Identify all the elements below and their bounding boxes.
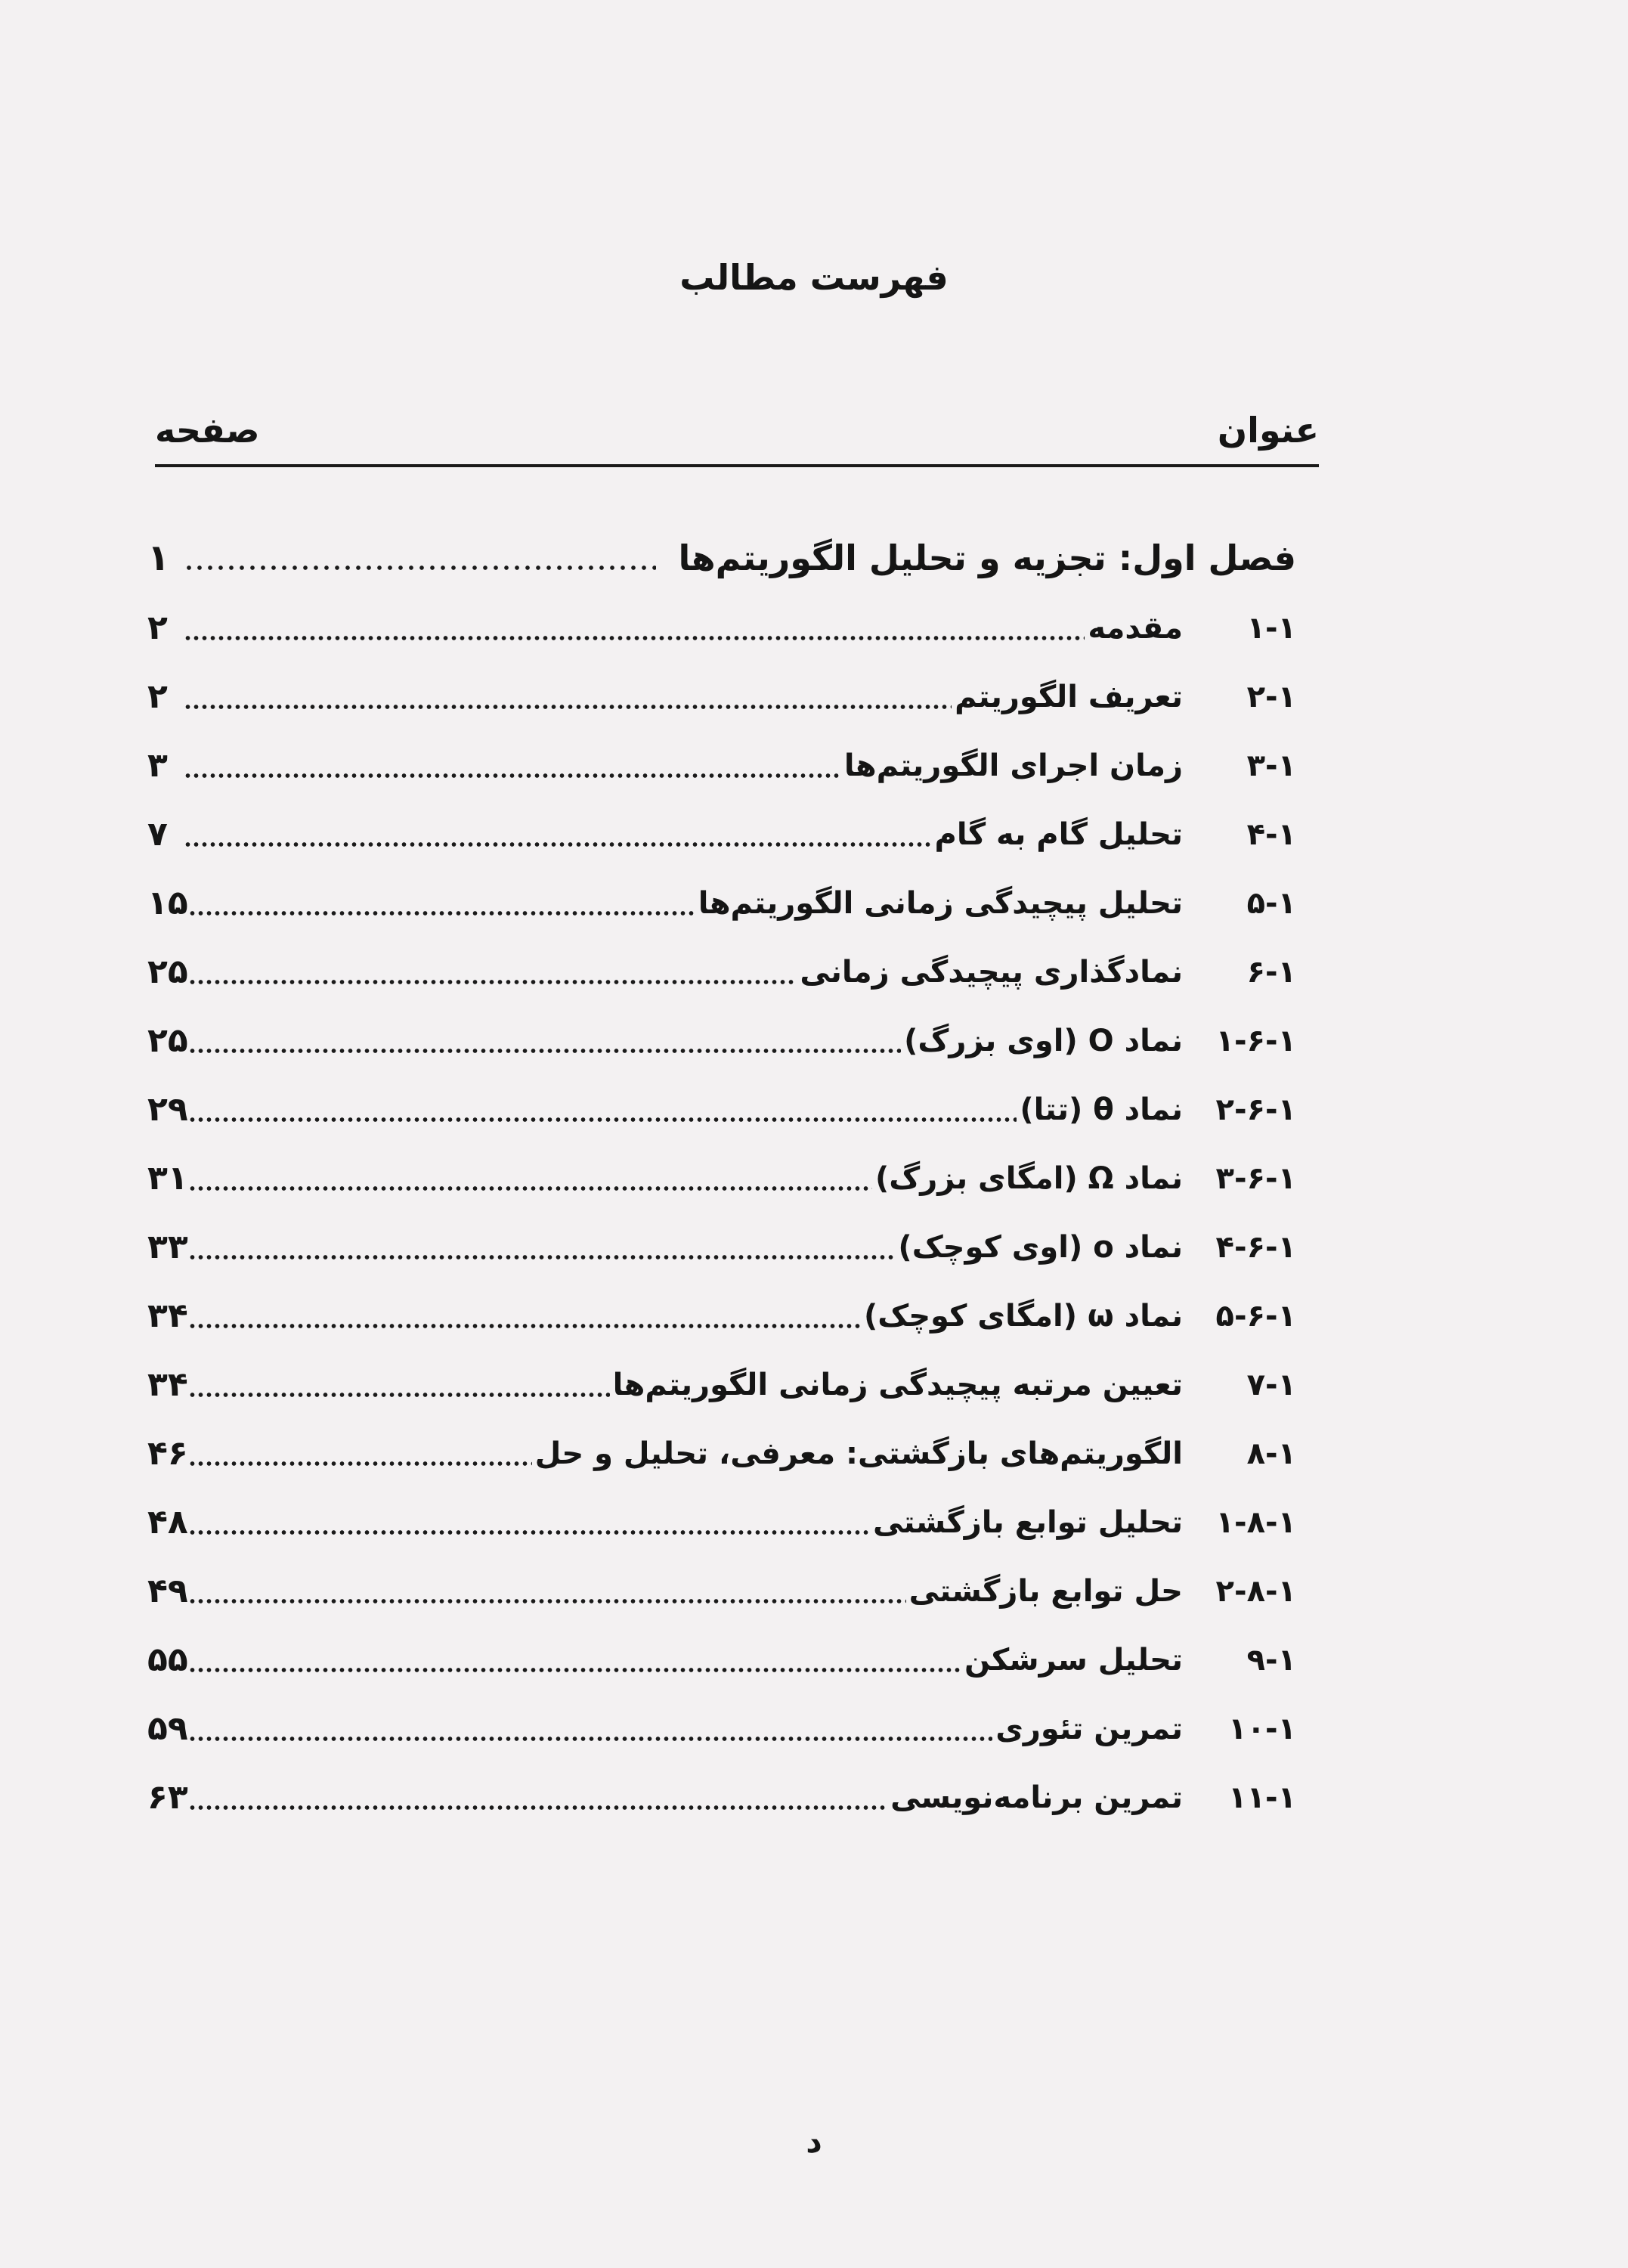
dot-leader [184, 771, 841, 780]
toc-entry [147, 1763, 1296, 1832]
toc-chapter-entry [147, 522, 1296, 593]
toc-entry [147, 1075, 1296, 1144]
column-heading-page: صفحه [155, 410, 260, 451]
dot-leader [188, 1734, 993, 1743]
toc-entry-page: ۳۳ [147, 1228, 188, 1266]
toc-entry-number: ۸-۱ [1246, 1436, 1296, 1471]
toc-entry-page: ۵۵ [147, 1641, 188, 1679]
dot-leader [188, 1253, 896, 1262]
toc-entry [147, 1419, 1296, 1488]
toc-entry-number: ۳-۱ [1246, 748, 1296, 783]
toc-entry-title: نمادگذاری پیچیدگی زمانی [800, 954, 1183, 990]
dot-leader [184, 702, 952, 711]
toc-entry-title: تحلیل توابع بازگشتی [872, 1504, 1183, 1540]
toc-entry-number: ۹-۱ [1246, 1642, 1296, 1678]
toc-entry [147, 1625, 1296, 1694]
toc-entry [147, 1557, 1296, 1625]
toc-entry-page: ۶۳ [147, 1778, 188, 1817]
toc-entry-number: ۲-۸-۱ [1215, 1573, 1296, 1609]
toc-entry-number: ۷-۱ [1246, 1367, 1296, 1402]
toc-entry [147, 731, 1296, 800]
toc-entry [147, 1006, 1296, 1075]
dot-leader [188, 1184, 872, 1193]
dot-leader [188, 1665, 961, 1675]
toc-entry-number: ۱-۸-۱ [1215, 1504, 1296, 1540]
toc-entry-page: ۴۸ [147, 1503, 188, 1541]
heading-rule [155, 464, 1319, 467]
toc-entry-number: ۵-۱ [1246, 885, 1296, 921]
toc-entry [147, 1488, 1296, 1557]
toc-entry-page: ۲۵ [147, 1021, 188, 1060]
column-headings [155, 410, 1319, 464]
toc-entry-page: ۷ [147, 815, 168, 854]
toc-entry-page: ۲ [147, 609, 168, 647]
toc-entry-title: الگوریتم‌های بازگشتی: معرفی، تحلیل و حل [534, 1436, 1183, 1471]
toc-entry-page: ۱۵ [147, 884, 188, 922]
toc-entry-number: ۴-۱ [1246, 816, 1296, 852]
toc-entry [147, 937, 1296, 1006]
toc-entry [147, 1144, 1296, 1213]
toc-entry-title: نماد θ (تتا) [1020, 1092, 1183, 1127]
toc-entry-number: ۶-۱ [1246, 954, 1296, 990]
toc-entry-number: ۱۱-۱ [1228, 1780, 1296, 1815]
toc-entry-number: ۲-۱ [1246, 679, 1296, 714]
toc-entry-page: ۳ [147, 746, 168, 785]
toc-entry-page: ۴۹ [147, 1572, 188, 1610]
dot-leader [188, 1528, 870, 1537]
toc-entry-number: ۱۰-۱ [1228, 1711, 1296, 1746]
dot-leader [188, 1597, 906, 1606]
toc-entry-page: ۲۵ [147, 953, 188, 991]
toc-entry-title: زمان اجرای الگوریتم‌ها [843, 748, 1183, 783]
toc-entry [147, 800, 1296, 869]
toc-entry-title: حل توابع بازگشتی [908, 1573, 1183, 1609]
toc-entry-title: تحلیل گام به گام [934, 816, 1183, 852]
dot-leader [188, 909, 695, 918]
dot-leader [188, 1046, 901, 1055]
toc-entry-title: تحلیل پیچیدگی زمانی الگوریتم‌ها [698, 885, 1183, 921]
toc-entry [147, 869, 1296, 937]
toc-entry-page: ۱ [147, 536, 170, 579]
toc-entry [147, 1281, 1296, 1350]
dot-leader [184, 634, 1085, 643]
column-heading-title: عنوان [1217, 410, 1319, 451]
toc-entry-title: تمرین برنامه‌نویسی [890, 1780, 1183, 1815]
toc-entry-number: ۴-۶-۱ [1215, 1229, 1296, 1265]
toc-entry-page: ۳۴ [147, 1365, 188, 1404]
toc-entry-page: ۵۹ [147, 1709, 188, 1748]
toc-entry-title: تعیین مرتبه پیچیدگی زمانی الگوریتم‌ها [612, 1367, 1183, 1402]
toc-entry-page: ۳۱ [147, 1159, 188, 1198]
toc-entry [147, 1213, 1296, 1281]
toc-entry-number: ۲-۶-۱ [1215, 1092, 1296, 1127]
dot-leader [188, 1321, 861, 1331]
toc-entry-number: ۱-۱ [1246, 610, 1296, 646]
toc-entry-title: نماد Ω (امگای بزرگ) [874, 1160, 1183, 1196]
toc-entry [147, 593, 1296, 662]
toc-entry [147, 1694, 1296, 1763]
page-folio: د [806, 2123, 822, 2160]
page-title: فهرست مطالب [679, 257, 949, 298]
toc-entry-title: تحلیل سرشکن [964, 1642, 1183, 1678]
toc-entry-title: تعریف الگوریتم [955, 679, 1183, 714]
dot-leader [188, 1459, 532, 1468]
dot-leader [184, 563, 656, 572]
dot-leader [188, 1390, 610, 1399]
toc-entry-page: ۲۹ [147, 1090, 188, 1129]
toc-entry-number: ۳-۶-۱ [1215, 1160, 1296, 1196]
toc-entry-page: ۳۴ [147, 1297, 188, 1335]
dot-leader [188, 1115, 1017, 1124]
toc-entry-title: فصل اول: تجزیه و تحلیل الگوریتم‌ها [678, 537, 1296, 578]
toc-entry-title: مقدمه [1088, 610, 1183, 646]
toc-entry-title: نماد O (اوی بزرگ) [904, 1023, 1183, 1058]
toc-entry-page: ۴۶ [147, 1434, 188, 1473]
dot-leader [188, 1803, 887, 1812]
toc-entry-page: ۲ [147, 677, 168, 716]
toc-list [147, 522, 1296, 1832]
toc-entry-title: نماد ω (امگای کوچک) [863, 1298, 1183, 1334]
toc-entry-title: نماد o (اوی کوچک) [898, 1229, 1183, 1265]
toc-entry [147, 1350, 1296, 1419]
toc-entry-title: تمرین تئوری [995, 1711, 1183, 1746]
dot-leader [184, 840, 932, 849]
dot-leader [188, 978, 797, 987]
toc-entry [147, 662, 1296, 731]
toc-entry-number: ۵-۶-۱ [1215, 1298, 1296, 1334]
toc-entry-number: ۱-۶-۱ [1215, 1023, 1296, 1058]
